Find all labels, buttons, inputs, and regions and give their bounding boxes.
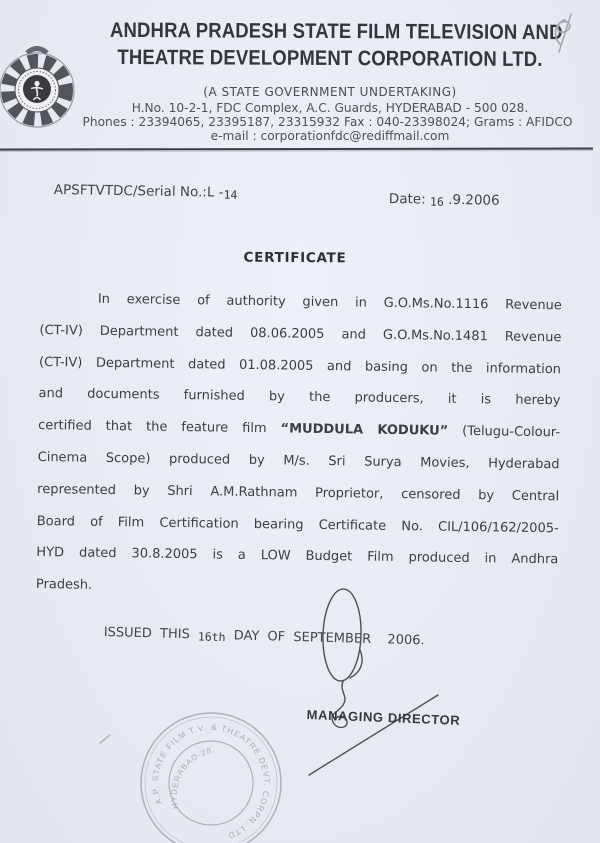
date-label: Date: <box>388 191 426 208</box>
org-email: e-mail : corporationfdc@rediffmail.com <box>210 129 450 143</box>
serial-prefix: APSFTVTDC/Serial No.:L - <box>53 182 224 201</box>
org-address: H.No. 10-2-1, FDC Complex, A.C. Guards, HYDERABAD - 500 028. <box>131 101 529 115</box>
body-line-2: (CT-IV) Department dated 08.06.2005 and G.O.Ms.No.1481 Revenue <box>39 322 562 346</box>
body-line-6: Cinema Scope) produced by M/s. Sri Surya Movies, Hyderabad <box>37 449 560 473</box>
serial-number-value: 14 <box>223 187 238 202</box>
date-line <box>389 191 500 209</box>
pencil-tick-mark <box>98 732 114 746</box>
body-line-7: represented by Shri A.M.Rathnam Proprietor, censored by Central <box>37 481 560 505</box>
issued-day-value: 16th <box>197 629 226 645</box>
handwritten-mark <box>548 10 584 58</box>
org-phones: Phones : 23394065, 23395187, 23315932 Fax : 040-23398024; Grams : AFIDCO <box>82 115 573 129</box>
org-subtitle: (A STATE GOVERNMENT UNDERTAKING) <box>203 85 457 99</box>
stamp-ring-text: A.P. STATE FILM T.V. & THEATRE DEVT. CORPN. LTD. <box>150 722 272 842</box>
date-day-value: 16 <box>429 194 444 209</box>
issued-pre: ISSUED THIS <box>103 625 190 643</box>
body-line-4: and documents furnished by the producers, it is hereby <box>38 386 561 409</box>
stamp-center-text: HYDERABAD-28. <box>169 745 217 810</box>
signature-scribble <box>280 578 480 793</box>
round-office-stamp <box>118 700 308 843</box>
serial-number-line <box>54 182 238 201</box>
issued-post: DAY OF SEPTEMBER 2006. <box>233 628 425 649</box>
header-divider <box>0 147 593 150</box>
date-rest: .9.2006 <box>443 191 500 209</box>
body-line-9: HYD dated 30.8.2005 is a LOW Budget Film produced in Andhra <box>36 545 559 568</box>
body-line-10: Pradesh. <box>35 577 93 593</box>
certificate-body <box>36 291 562 616</box>
org-title-line1: ANDHRA PRADESH STATE FILM TELEVISION AND <box>109 18 563 45</box>
body-line-3: (CT-IV) Department dated 01.08.2005 and basing on the information <box>38 354 562 377</box>
body-line-8: Board of Film Certification bearing Certificate No. CIL/106/162/2005- <box>36 513 559 536</box>
film-title: “MUDDULA KODUKU” <box>280 421 449 439</box>
certificate-heading: CERTIFICATE <box>243 249 347 267</box>
svg-text:A.P. STATE FILM T.V. & THEATRE <box>131 703 292 843</box>
body-line-5-post: (Telugu-Colour- <box>448 423 561 441</box>
signatory-title: MANAGING DIRECTOR <box>306 707 461 728</box>
org-title-line2: THEATRE DEVELOPMENT CORPORATION LTD. <box>117 45 543 72</box>
body-line-1: In exercise of authority given in G.O.Ms.No.1116 Revenue <box>97 291 562 314</box>
body-line-5-pre: certified that the feature film <box>38 418 281 437</box>
